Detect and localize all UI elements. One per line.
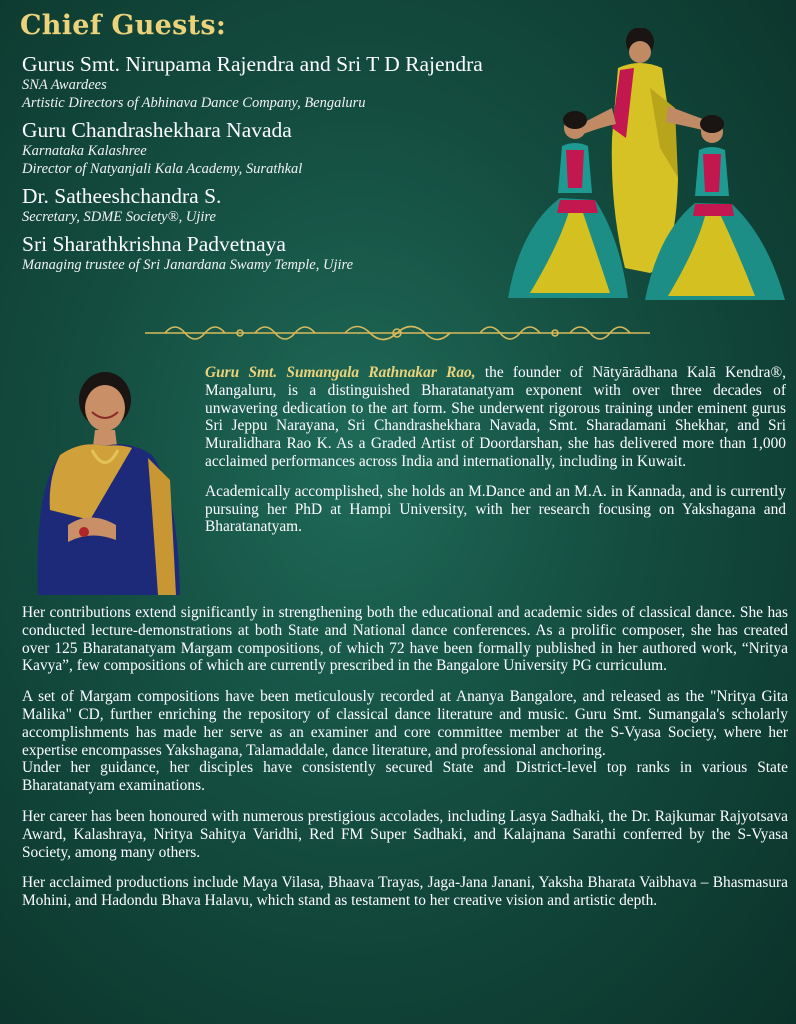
bio-text: Under her guidance, her disciples have consistently secured State and District-level top ranks in various State Bharatanatyam examinations. <box>22 759 788 795</box>
page-heading: Chief Guests: <box>20 10 227 41</box>
guest-name: Guru Chandrashekhara Navada <box>22 118 292 142</box>
bio-paragraph <box>205 364 786 471</box>
guest-name: Dr. Satheeshchandra S. <box>22 184 222 208</box>
bio-paragraph <box>22 688 788 795</box>
guest-title: SNA Awardees <box>22 77 107 93</box>
dancers-photo <box>500 28 790 306</box>
guest-name: Sri Sharathkrishna Padvetnaya <box>22 232 286 256</box>
guest-title: Director of Natyanjali Kala Academy, Surathkal <box>22 161 303 177</box>
bio-paragraph: Her career has been honoured with numerous prestigious accolades, including Lasya Sadhaki, the Dr. Rajkumar Rajyotsava Award, Kalashraya, Nritya Sahitya Varidhi, Red FM Super Sadhaki, and Kalajnana Sarathi conferred by the S-Vyasa Society, among many others. <box>22 807 788 861</box>
bio-paragraph: Academically accomplished, she holds an M.Dance and an M.A. in Kannada, and is currently pursuing her PhD at Hampi University, with her research focusing on Yakshagana and Bharatanatyam. <box>205 482 786 536</box>
guest-title: Karnataka Kalashree <box>22 143 147 159</box>
guru-portrait <box>20 360 190 595</box>
ornamental-divider <box>145 318 650 348</box>
bio-paragraph: Her acclaimed productions include Maya Vilasa, Bhaava Trayas, Jaga-Jana Janani, Yaksha Bharata Vaibhava – Bhasmasura Mohini, and Hadondu Bhava Halavu, which stand as testament to her creative vision and artistic depth. <box>22 874 788 910</box>
guest-title: Artistic Directors of Abhinava Dance Company, Bengaluru <box>22 95 366 111</box>
bio-text: A set of Margam compositions have been meticulously recorded at Ananya Bangalore, and released as the "Nritya Gita Malika" CD, further enriching the repository of classical dance literature and music. Guru Smt. Sumangala's scholarly accomplishments has made her serve as an examiner and core committee member at the S-Vyasa Society, where her expertise encompasses Yakshagana, Talamaddale, dance literature, and professional anchoring. <box>22 688 788 759</box>
guest-title: Secretary, SDME Society®, Ujire <box>22 209 216 225</box>
guru-name-highlight: Guru Smt. Sumangala Rathnakar Rao, <box>205 364 476 381</box>
bio-body <box>22 604 788 923</box>
bio-text: the founder of Nātyārādhana Kalā Kendra®, Mangaluru, is a distinguished Bharatanatyam exponent with over three decades of unwavering dedication to the art form. She underwent rigorous training under eminent gurus Sri Jeppu Narayana, Sri Chandrashekhara Navada, Smt. Sharadamani Shekhar, and Sri Muralidhara Rao K. As a Graded Artist of Doordarshan, she has delivered more than 1,000 acclaimed performances across India and internationally, including in Kuwait. <box>205 364 786 470</box>
bio-intro <box>205 364 786 548</box>
guest-name: Gurus Smt. Nirupama Rajendra and Sri T D Rajendra <box>22 52 483 76</box>
guest-title: Managing trustee of Sri Janardana Swamy Temple, Ujire <box>22 257 354 273</box>
bio-paragraph: Her contributions extend significantly in strengthening both the educational and academic sides of classical dance. She has conducted lecture-demonstrations at both State and National dance conferences. As a prolific composer, she has created over 125 Bharatanatyam Margam compositions, of which 72 have been formally published in her authored work, “Nritya Kavya”, few compositions of which are currently prescribed in the Bangalore University PG curriculum. <box>22 604 788 675</box>
